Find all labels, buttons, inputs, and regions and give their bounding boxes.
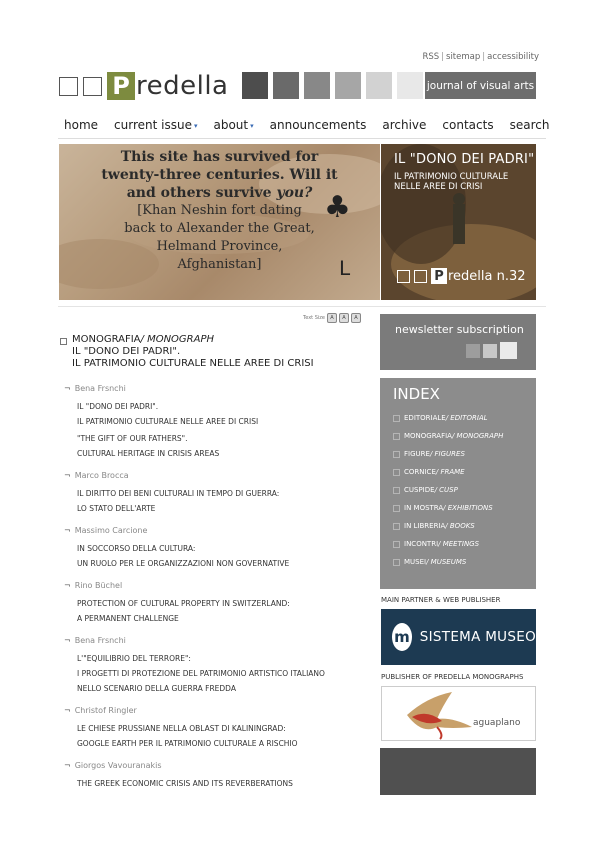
text-size-label: Text Size [303,315,325,321]
checkbox-square-icon [393,523,400,530]
logo-grey-tiles [242,72,428,99]
nav-item-search[interactable]: search [509,118,550,132]
article-author[interactable]: ¬ Rino Büchel [64,581,123,590]
section-bullet-icon [60,338,67,345]
accessibility-link[interactable]: accessibility [487,52,539,62]
sitemap-link[interactable]: sitemap [446,52,481,62]
article-title-line[interactable]: IN SOCCORSO DELLA CULTURA: [77,544,196,553]
nav-item-current-issue[interactable]: current issue ▾ [114,118,198,132]
index-item-cuspide[interactable]: CUSPIDE / CUSP [393,486,458,494]
publisher-label: PUBLISHER OF PREDELLA MONOGRAPHS [381,673,524,681]
banner-line: twenty-three centuries. Will it [101,167,338,183]
nav-item-about[interactable]: about ▾ [213,118,254,132]
checkbox-square-icon [393,469,400,476]
content-divider [58,306,546,307]
checkbox-square-icon [393,541,400,548]
bird-icon [382,687,537,742]
article-title-line[interactable]: THE GREEK ECONOMIC CRISIS AND ITS REVERBERATIONS [77,779,293,788]
text-size-small-button[interactable]: A [327,313,337,323]
sistema-museo-logo[interactable] [381,609,536,665]
arrow-icon: ¬ [64,636,71,645]
main-nav [64,118,565,132]
journal-tagline: journal of visual arts [425,72,536,99]
banner-line: Afghanistan] [177,257,262,272]
article-author[interactable]: ¬ Christof Ringler [64,706,137,715]
club-glyph-icon: ♣ [324,190,351,225]
logo-grey-tile [273,72,299,99]
nav-divider [58,138,546,139]
nav-item-contacts[interactable]: contacts [442,118,494,132]
chevron-down-icon: ▾ [250,121,254,130]
article-author[interactable]: ¬ Marco Brocca [64,471,129,480]
aguaplano-name: aguaplano [473,718,521,728]
logo-grey-tile [335,72,361,99]
text-size-medium-button[interactable]: A [339,313,349,323]
checkbox-square-icon [393,433,400,440]
text-size-large-button[interactable]: A [351,313,361,323]
checkbox-square-icon [393,505,400,512]
article-title-line[interactable]: A PERMANENT CHALLENGE [77,614,179,623]
checkbox-square-icon [393,559,400,566]
banner-line: Helmand Province, [156,239,283,254]
nav-item-archive[interactable]: archive [382,118,427,132]
index-item-cornice[interactable]: CORNICE / FRAME [393,468,465,476]
logo-grey-tile [304,72,330,99]
newsletter-title[interactable]: newsletter subscription [395,323,524,336]
sistema-museo-mark-icon: m [392,623,412,651]
logo-grey-tile [397,72,423,99]
index-item-incontri[interactable]: INCONTRI / MEETINGS [393,540,479,548]
article-title-line[interactable]: LE CHIESE PRUSSIANE NELLA OBLAST DI KALININGRAD: [77,724,286,733]
arrow-icon: ¬ [64,706,71,715]
article-title-line[interactable]: CULTURAL HERITAGE IN CRISIS AREAS [77,449,220,458]
logo-p-tile: P [431,268,447,284]
carved-glyph-icon: ᒪ [339,256,351,280]
index-item-editoriale[interactable]: EDITORIALE / EDITORIAL [393,414,488,422]
arrow-icon: ¬ [64,384,71,393]
logo-square [83,77,102,96]
newsletter-square [466,344,480,358]
article-title-line[interactable]: GOOGLE EARTH PER IL PATRIMONIO CULTURALE A RISCHIO [77,739,298,748]
article-author[interactable]: ¬ Massimo Carcione [64,526,148,535]
issue-title: IL "DONO DEI PADRI" [394,152,535,167]
checkbox-square-icon [393,451,400,458]
index-item-in-libreria[interactable]: IN LIBRERIA / BOOKS [393,522,475,530]
issue-subtitle: IL PATRIMONIO CULTURALE NELLE AREE DI CRISI [394,172,509,192]
article-title-line[interactable]: IL "DONO DEI PADRI". [77,402,159,411]
checkbox-square-icon [393,487,400,494]
index-item-musei[interactable]: MUSEI / MUSEUMS [393,558,466,566]
text-size-control [303,313,361,323]
logo-text: redella [136,71,229,101]
article-author[interactable]: ¬ Giorgos Vavouranakis [64,761,162,770]
partner-label: MAIN PARTNER & WEB PUBLISHER [381,596,501,604]
banner-line: and others survive you? [126,185,313,201]
nav-item-home[interactable]: home [64,118,99,132]
site-logo[interactable] [59,72,229,100]
logo-grey-tile [242,72,268,99]
article-author[interactable]: ¬ Bena Frsnchi [64,636,126,645]
article-title-line[interactable]: "THE GIFT OF OUR FATHERS". [77,434,188,443]
banner-line: [Khan Neshin fort dating [137,203,302,218]
article-title-line[interactable]: NELLO SCENARIO DELLA GUERRA FREDDA [77,684,236,693]
arrow-icon: ¬ [64,581,71,590]
issue-logo [397,268,526,284]
article-title-line[interactable]: PROTECTION OF CULTURAL PROPERTY IN SWITZERLAND: [77,599,290,608]
logo-grey-tile [366,72,392,99]
index-title: INDEX [393,385,440,403]
banner-line: back to Alexander the Great, [124,221,315,236]
banner-line: This site has survived for [120,149,319,165]
article-author[interactable]: ¬ Bena Frsnchi [64,384,126,393]
arrow-icon: ¬ [64,526,71,535]
article-title-line[interactable]: UN RUOLO PER LE ORGANIZZAZIONI NON GOVERNATIVE [77,559,290,568]
arrow-icon: ¬ [64,471,71,480]
logo-square [59,77,78,96]
chevron-down-icon: ▾ [193,121,198,130]
article-title-line[interactable]: I PROGETTI DI PROTEZIONE DEL PATRIMONIO ARTISTICO ITALIANO [77,669,325,678]
article-title-line[interactable]: IL PATRIMONIO CULTURALE NELLE AREE DI CRISI [77,417,259,426]
index-item-monografia[interactable]: MONOGRAFIA / MONOGRAPH [393,432,503,440]
utility-links: RSS | sitemap | accessibility [422,52,539,62]
checkbox-square-icon [393,415,400,422]
index-item-figure[interactable]: FIGURE / FIGURES [393,450,465,458]
sistema-museo-name: SISTEMA MUSEO [419,629,536,645]
article-title-line[interactable]: LO STATO DELL'ARTE [77,504,156,513]
sidebar-banner-box[interactable] [380,748,536,795]
nav-item-announcements[interactable]: announcements [269,118,367,132]
monograph-heading: MONOGRAFIA/ MONOGRAPH IL "DONO DEI PADRI". IL PATRIMONIO CULTURALE NELLE AREE DI CRISI [72,334,314,369]
newsletter-square [483,344,497,358]
logo-square [414,270,427,283]
rss-link[interactable]: RSS [422,52,440,62]
article-title-line[interactable]: IL DIRITTO DEI BENI CULTURALI IN TEMPO DI GUERRA: [77,489,280,498]
aguaplano-logo[interactable] [381,686,536,741]
issue-number: redella n.32 [448,268,526,284]
logo-square [397,270,410,283]
article-title-line[interactable]: L'"EQUILIBRIO DEL TERRORE": [77,654,191,663]
index-item-in-mostra[interactable]: IN MOSTRA / EXHIBITIONS [393,504,493,512]
arrow-icon: ¬ [64,761,71,770]
logo-p-tile: P [107,72,135,100]
newsletter-square [500,342,517,359]
